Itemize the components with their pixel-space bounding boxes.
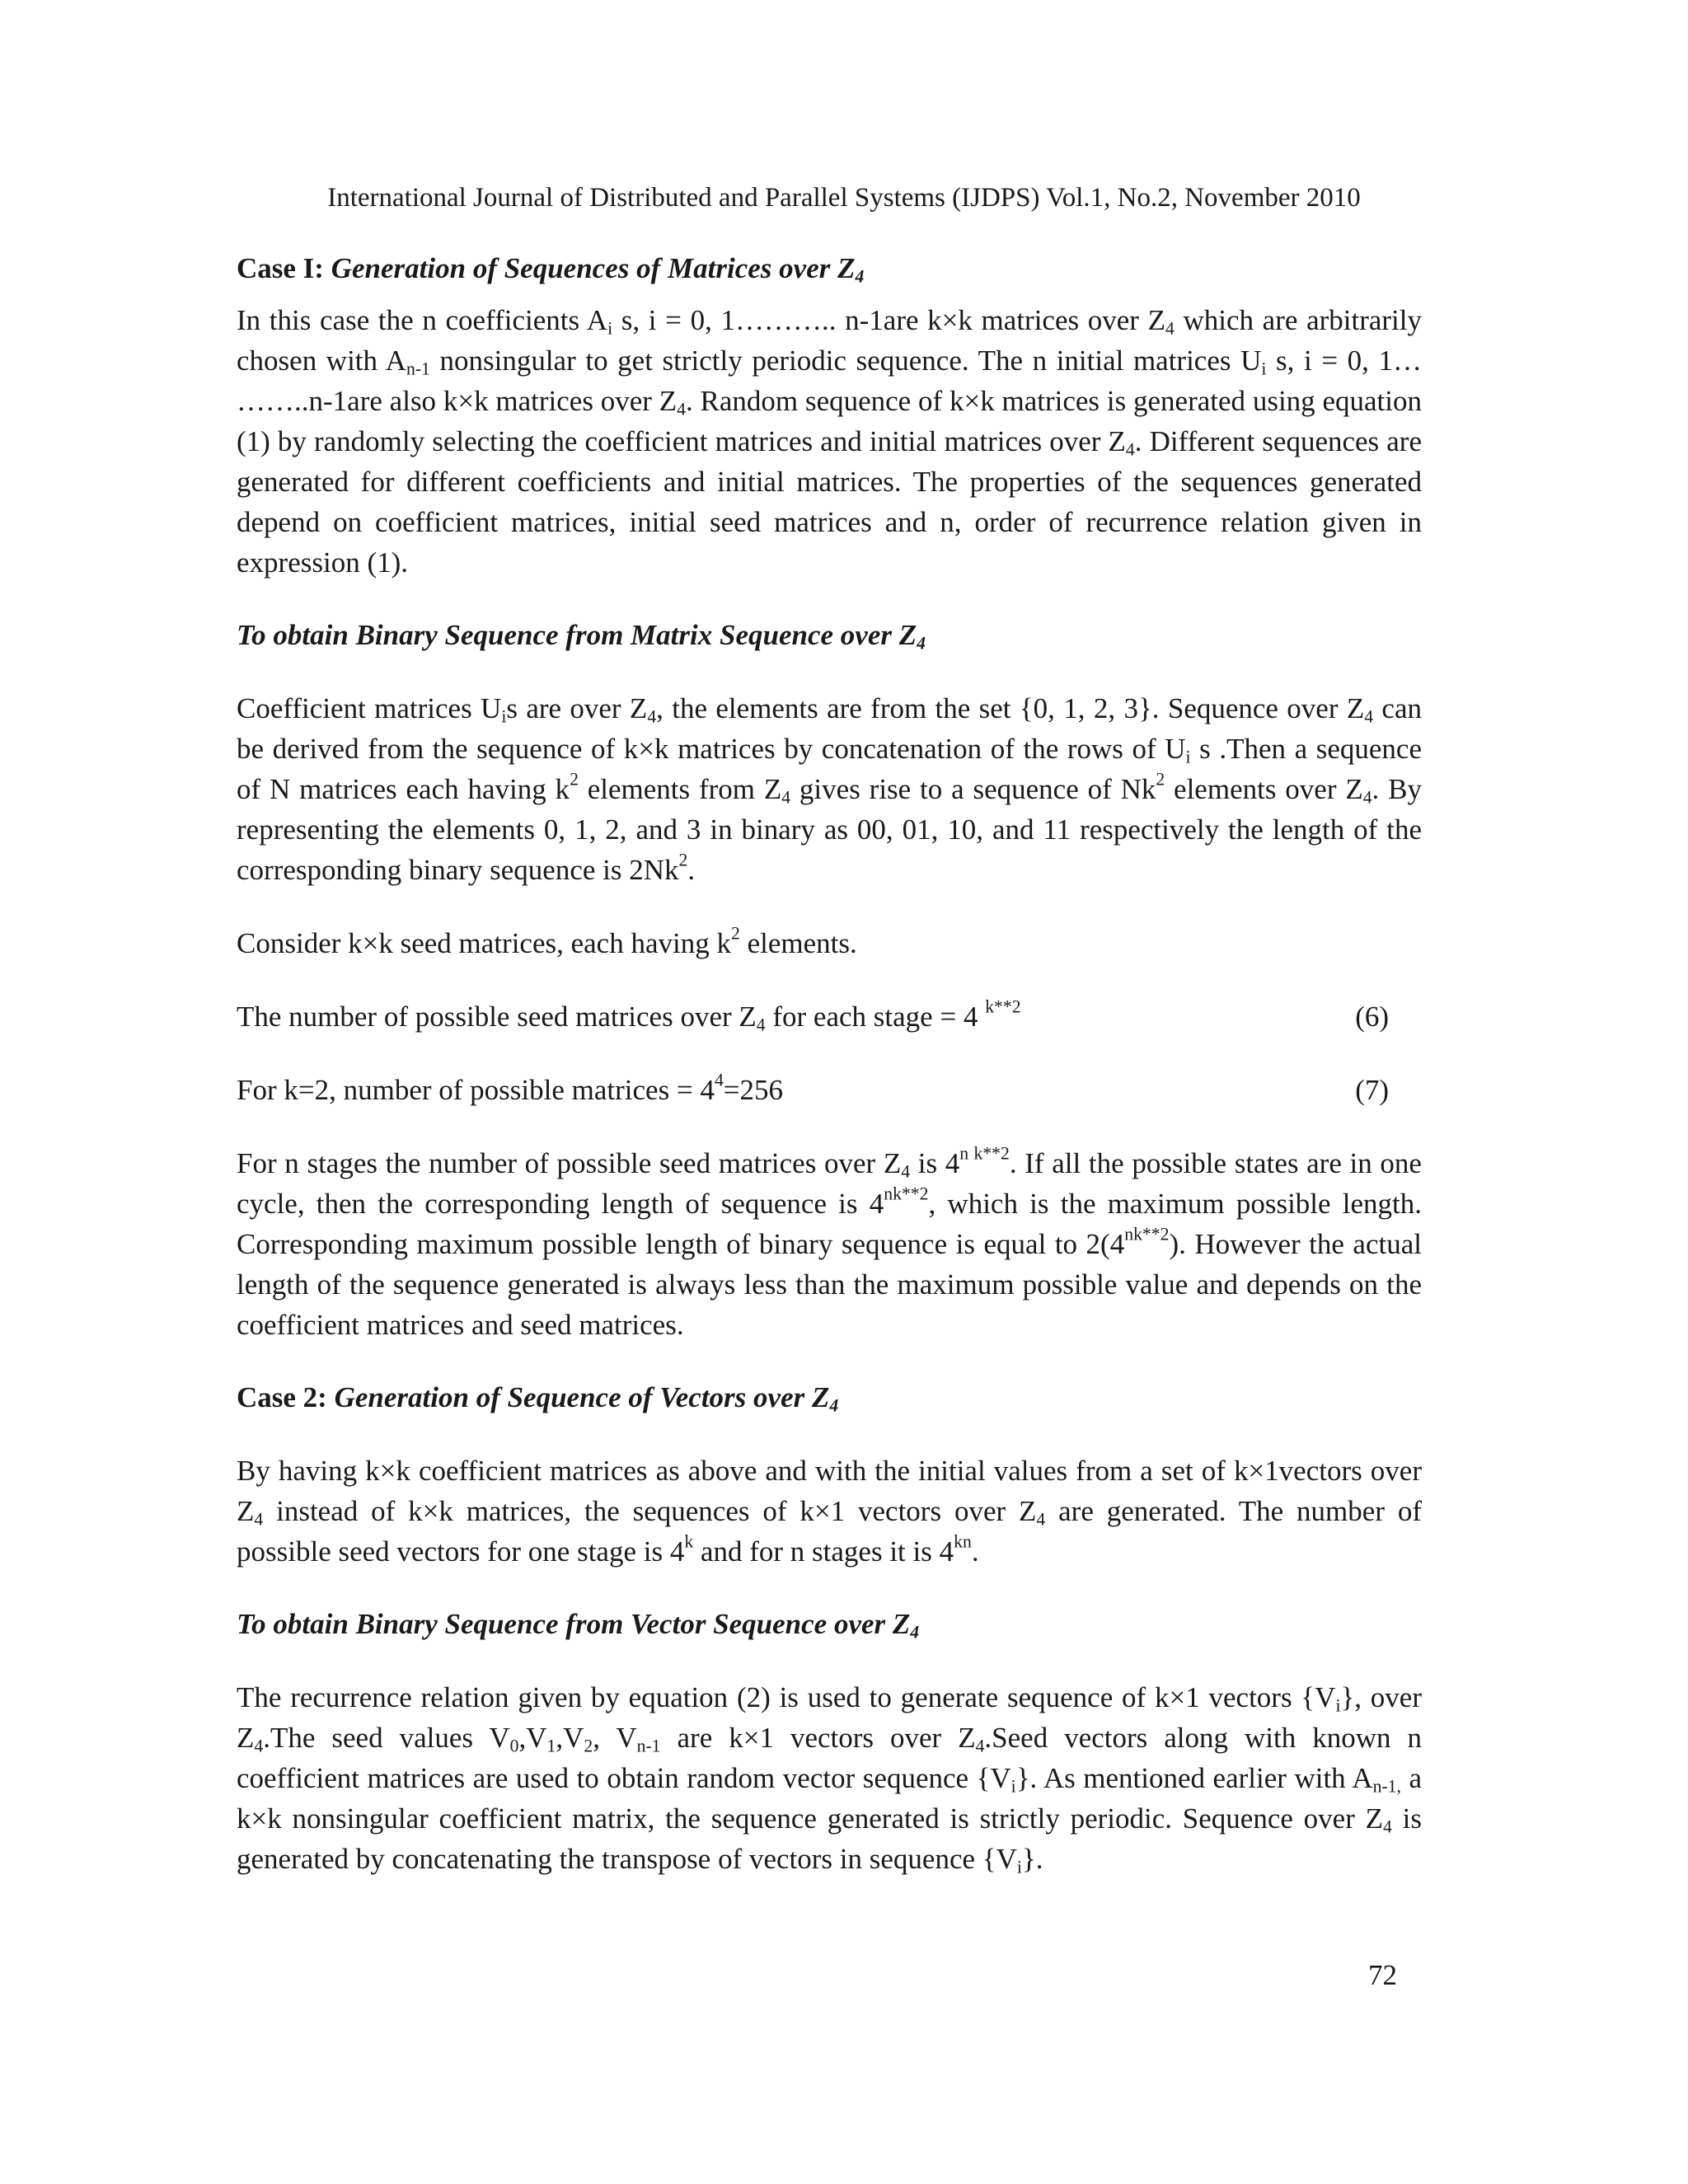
paragraph-binary-from-matrix: Coefficient matrices $U_is$ are over $Z_4$, the elements are from the set {0, 1, 2, 3}. Sequence over $Z_4$ can be derived from the sequence of k×k matrices by concatenation of the rows of $U_i$ s .Then a sequence of N matrices each having $k^2$ elements from $Z_4$ gives rise to a sequence of Nk$^2$ elements over $Z_4$. By representing the elements 0, 1, 2, and 3 in binary as 00, 01, 10, and 11 respectively the length of the corresponding binary sequence is 2Nk$^2$. [237,692,1422,886]
equation-7-number: (7) [1355,1074,1389,1106]
case-1-title: Generation of Sequences of Matrices over $Z_4$ [331,252,865,287]
equation-7: For k=2, number of possible matrices = $4^4=256$ (7) [237,1070,1422,1110]
paragraph-case-1: In this case the n coefficients $A_i$ s, i = 0, 1……….. n-1are k×k matrices over $Z_4$ which are arbitrarily chosen with $A_{n-1}$ nonsingular to get strictly periodic sequence. The n initial matrices $U_i$ s, i = 0, 1… ……..n-1are also k×k matrices over $Z_4$. Random sequence of k×k matrices is generated using equation (1) by randomly selecting the coefficient matrices and initial matrices over $Z_4$. Different sequences are generated for different coefficients and initial matrices. The properties of the sequences generated depend on coefficient matrices, initial seed matrices and n, order of recurrence relation given in expression (1). [237,304,1423,579]
case-2-heading: Case 2: Generation of Sequence of Vectors over $Z_4$ [237,1381,839,1416]
paragraph-n-stages: For n stages the number of possible seed matrices over $Z_4$ is $4^{n k**2}$. If all the possible states are in one cycle, then the corresponding length of sequence is $4^{nk**2}$, which is the maximum possible length. Corresponding maximum possible length of binary sequence is equal to $2(4^{nk**2})$. However the actual length of the sequence generated is always less than the maximum possible value and depends on the coefficient matrices and seed matrices. [237,1143,1423,1341]
paragraph-binary-from-vector: The recurrence relation given by equation (2) is used to generate sequence of k×1 vectors $\{V_i\}$, over $Z_4.The$ seed values $V_0,V_1,V_2$, $V_{n-1}$ are k×1 vectors over $Z_4.Seed$ vectors along with known n coefficient matrices are used to obtain random vector sequence $\{V_i\}$. As mentioned earlier with $A_{n-1,}$ a k×k nonsingular coefficient matrix, the sequence generated is strictly periodic. Sequence over $Z_4$ is generated by concatenating the transpose of vectors in sequence $\{V_i\}$. [237,1681,1422,1877]
equation-6: The number of possible seed matrices over $Z_4$ for each stage = 4 $^{k**2}$ (6) [237,996,1422,1037]
subheading-binary-from-matrix: To obtain Binary Sequence from Matrix Sequence over $Z_4$ [237,619,926,654]
paragraph-case-2: By having k×k coefficient matrices as above and with the initial values from a set of k×1vectors over $Z_4$ instead of k×k matrices, the sequences of k×1 vectors over $Z_4$ are generated. The number of possible seed vectors for one stage is 4$^k$ and for n stages it is $4^{kn}$. [237,1455,1423,1568]
subheading-binary-from-vector: To obtain Binary Sequence from Vector Sequence over $Z_4$ [237,1608,920,1643]
running-header: International Journal of Distributed and Parallel Systems (IJDPS) Vol.1, No.2, November 2010 [327,183,1361,213]
case-2-title: Generation of Sequence of Vectors over $Z_4$ [334,1381,839,1416]
case-1-heading: Case I: Generation of Sequences of Matrices over $Z_4$ [237,252,865,287]
page-body [237,249,1422,1879]
page-number: 72 [1368,1959,1397,1991]
equation-6-number: (6) [1355,1001,1389,1033]
paragraph-seed-matrices: Consider k×k seed matrices, each having $k^2$ elements. [237,923,857,959]
